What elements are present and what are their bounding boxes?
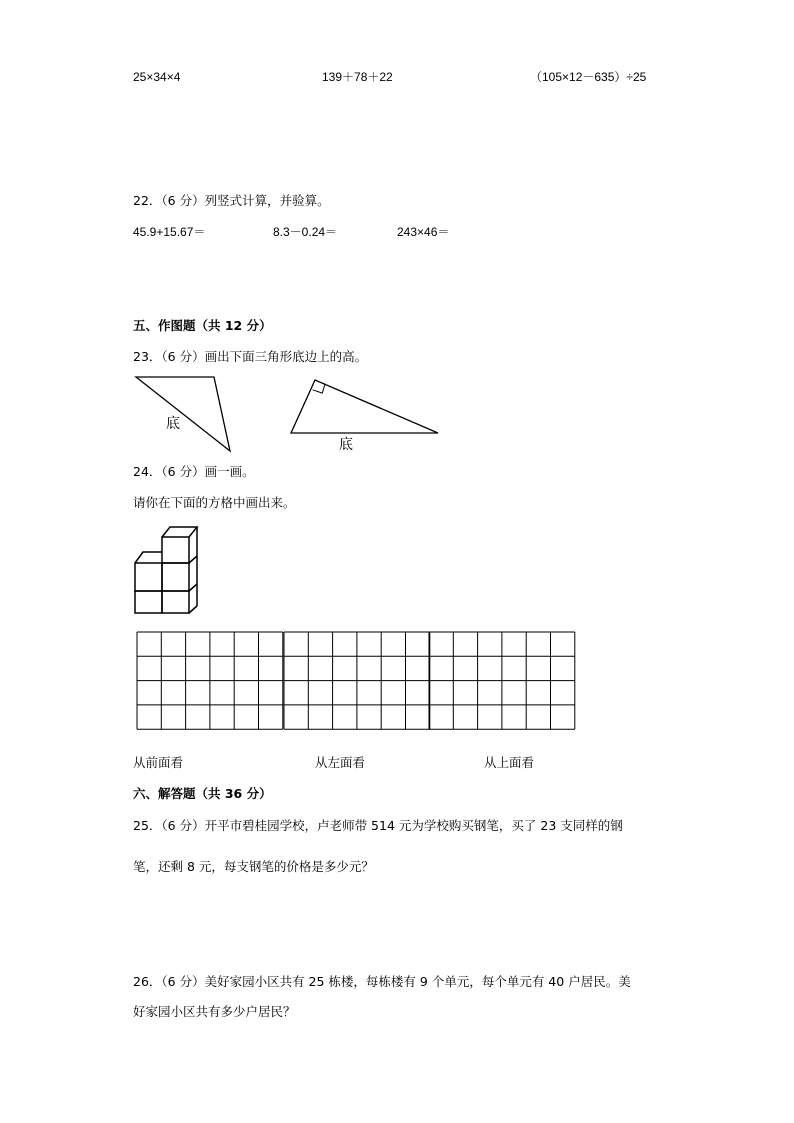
q26-line-2: 好家园小区共有多少户居民？ — [133, 1004, 296, 1019]
q23-title: 23．（6 分）画出下面三角形底边上的高。 — [133, 349, 368, 364]
base-label-1: 底 — [166, 416, 180, 432]
base-label-2: 底 — [339, 437, 353, 453]
drawing-grids — [137, 632, 575, 729]
q22-title: 22．（6 分）列竖式计算，并验算。 — [133, 193, 330, 208]
view-label-top: 从上面看 — [484, 755, 535, 770]
section5-heading: 五、作图题（共 12 分） — [133, 318, 272, 333]
q26-line-1: 26．（6 分）美好家园小区共有 25 栋楼，每栋楼有 9 个单元，每个单元有 40 户居民。美 — [133, 974, 631, 989]
view-label-left: 从左面看 — [315, 755, 366, 770]
expression-3: （105×12－635）÷25 — [530, 70, 647, 84]
q25-line-2: 笔，还剩 8 元，每支钢笔的价格是多少元？ — [133, 859, 374, 874]
right-angle-mark — [313, 384, 326, 394]
section6-heading: 六、解答题（共 36 分） — [133, 786, 272, 801]
q22-item-1: 45.9+15.67＝ — [133, 225, 206, 239]
triangle-1 — [136, 377, 230, 451]
q22-item-3: 243×46＝ — [397, 225, 450, 239]
q25-line-1: 25．（6 分）开平市碧桂园学校，卢老师带 514 元为学校购买钢笔，买了 23 支同样的钢 — [133, 818, 623, 833]
triangle-2 — [291, 380, 438, 433]
view-label-front: 从前面看 — [133, 755, 184, 770]
q24-instruction: 请你在下面的方格中画出来。 — [133, 495, 296, 510]
expression-2: 139＋78＋22 — [322, 70, 393, 84]
q24-title: 24．（6 分）画一画。 — [133, 464, 255, 479]
cube-stack-figure — [135, 527, 197, 613]
expression-1: 25×34×4 — [133, 70, 181, 84]
q22-item-2: 8.3－0.24＝ — [273, 225, 338, 239]
